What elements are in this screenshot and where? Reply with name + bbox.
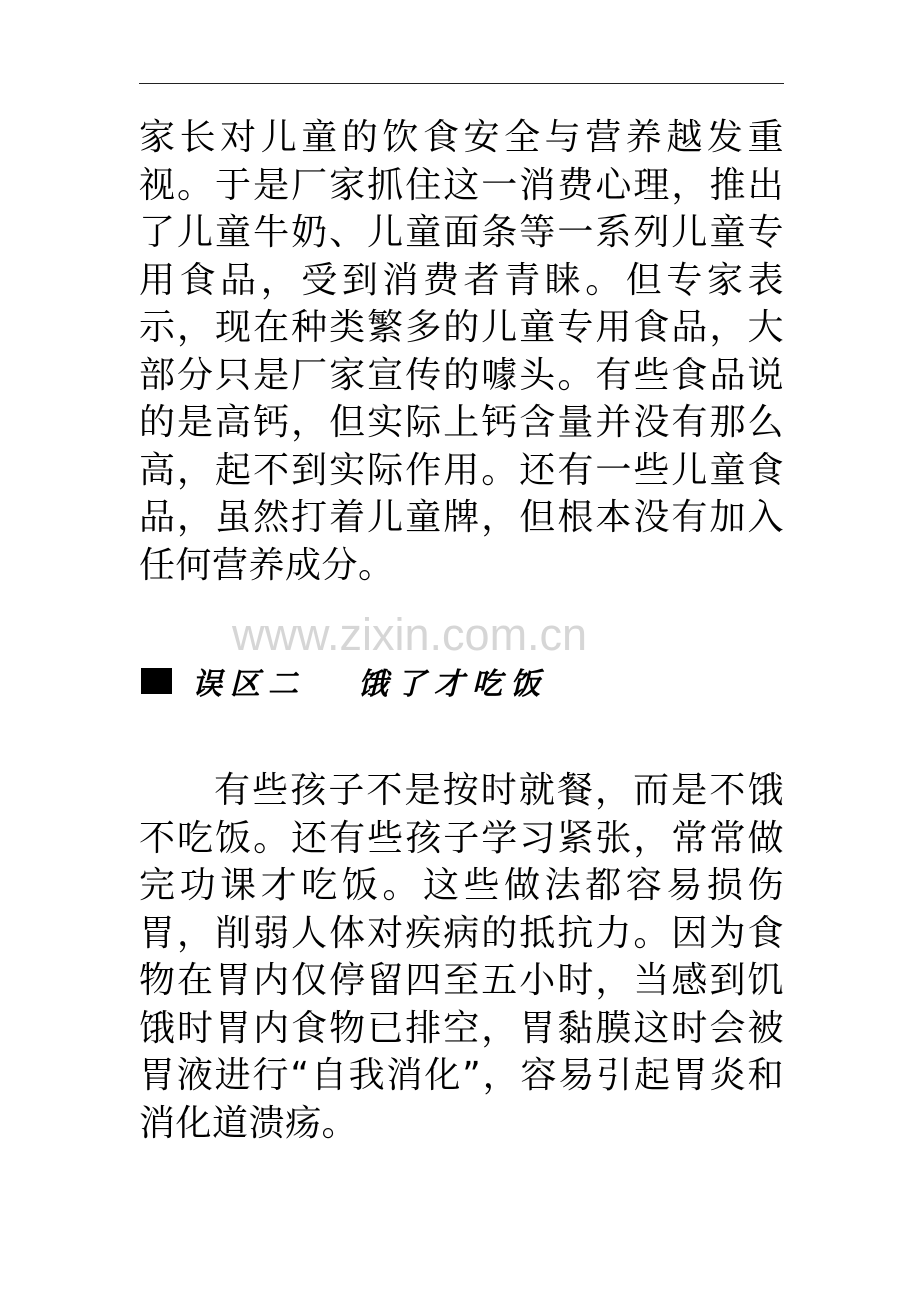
- body-paragraph-1: 家长对儿童的饮食安全与营养越发重视。于是厂家抓住这一消费心理，推出了儿童牛奶、儿童面条等一系列儿童专用食品，受到消费者青睐。但专家表示，现在种类繁多的儿童专用食品，大部分只是厂家宣传的噱头。有些食品说的是高钙，但实际上钙含量并没有那么高，起不到实际作用。还有一些儿童食品，虽然打着儿童牌，但根本没有加入任何营养成分。: [139, 117, 784, 586]
- watermark-text: www.zixin.com.cn: [232, 609, 588, 660]
- header-rule: [139, 83, 784, 84]
- body-paragraph-2: 有些孩子不是按时就餐，而是不饿不吃饭。还有些孩子学习紧张，常常做完功课才吃饭。这些做法都容易损伤胃，削弱人体对疾病的抵抗力。因为食物在胃内仅停留四至五小时，当感到饥饿时胃内食物已排空，胃黏膜这时会被胃液进行“自我消化”，容易引起胃炎和消化道溃疡。: [139, 770, 784, 1144]
- section-title: 饿了才吃饭: [358, 667, 548, 702]
- square-bullet-icon: [141, 668, 172, 694]
- section-heading: [141, 663, 548, 702]
- section-label: 误区二: [192, 667, 306, 702]
